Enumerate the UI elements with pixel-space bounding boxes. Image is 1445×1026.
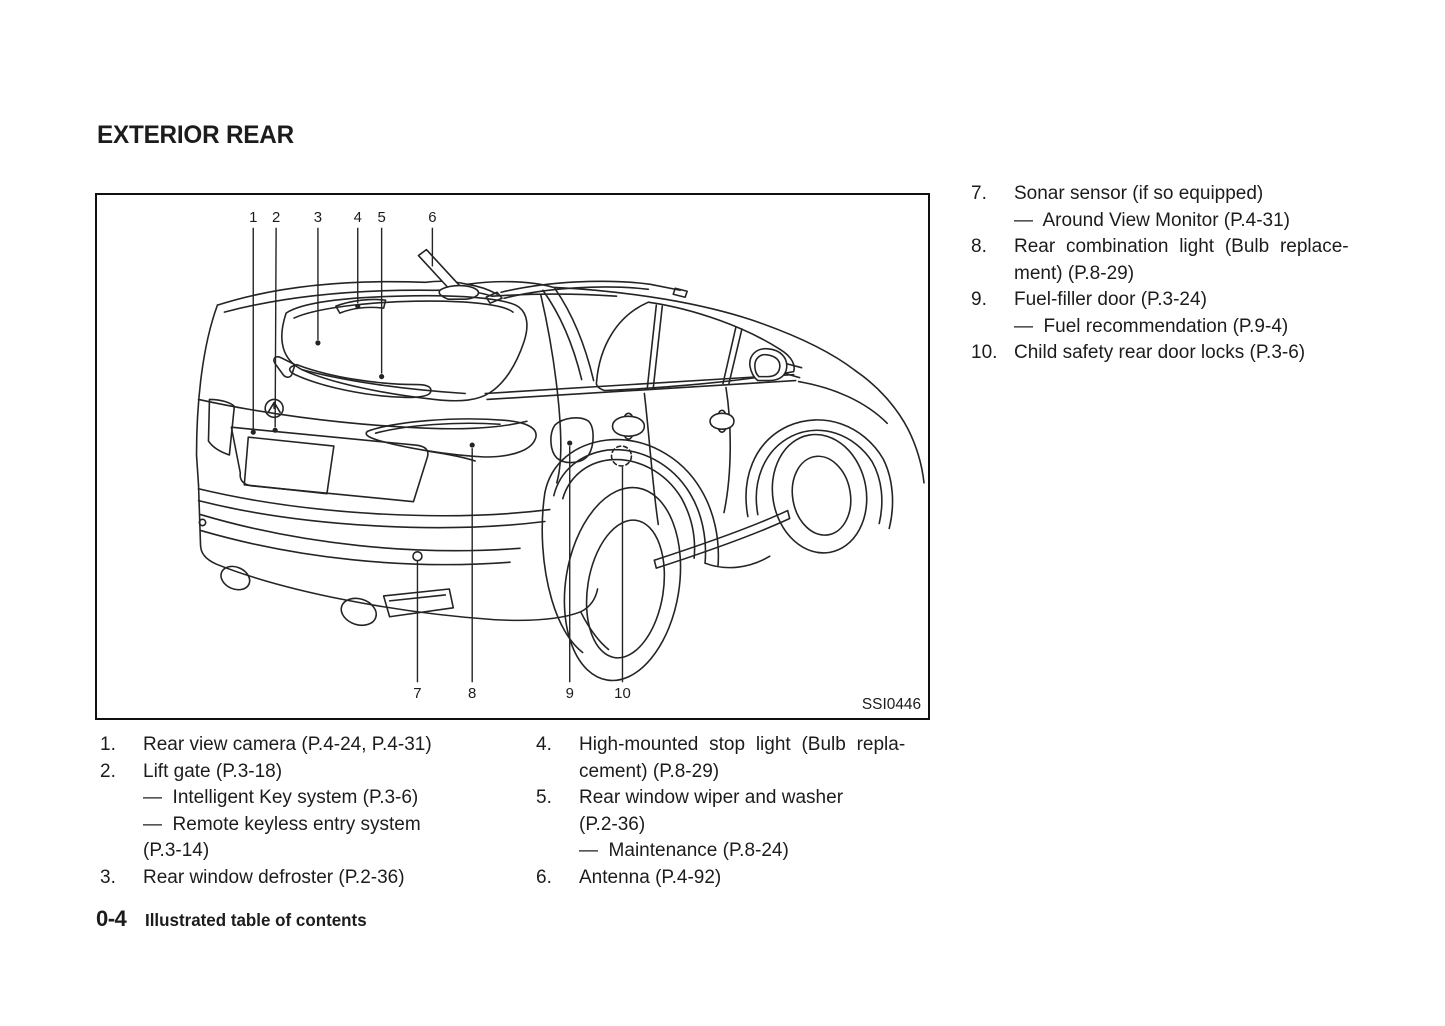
legend-item-number: 10. — [971, 342, 998, 363]
legend-column-left — [100, 732, 472, 891]
legend-item-6 — [536, 865, 940, 892]
legend-column-right — [971, 181, 1383, 367]
callout-label-10: 10 — [614, 686, 631, 703]
legend-item-9 — [971, 287, 1383, 340]
legend-line: High-mounted stop light (Bulb repla- — [579, 734, 906, 755]
car-rear-illustration — [97, 195, 928, 718]
child-lock-marker — [612, 446, 632, 466]
legend-item-4 — [536, 732, 940, 785]
legend-item-number: 6. — [536, 866, 552, 888]
legend-subline: (P.3-14) — [143, 840, 210, 861]
legend-subline: — Intelligent Key system (P.3-6) — [143, 787, 419, 808]
legend-item-5 — [536, 785, 940, 865]
legend-subline: — Fuel recommendation (P.9-4) — [1014, 315, 1289, 337]
legend-item-number: 9. — [971, 289, 987, 310]
legend-item-number: 1. — [100, 734, 116, 755]
legend-line: Fuel-filler door (P.3-24) — [1014, 289, 1207, 310]
legend-subline: — Remote keyless entry system — [143, 813, 421, 835]
legend-item-8 — [971, 234, 1383, 287]
legend-item-2 — [100, 759, 472, 865]
legend-item-number: 3. — [100, 866, 116, 888]
sonar-sensor-mark — [413, 552, 422, 561]
footer-section-title: Illustrated table of contents — [145, 910, 367, 930]
legend-line: Rear window wiper and washer — [579, 787, 844, 808]
legend-item-1 — [100, 732, 472, 759]
footer-page-number: 0-4 — [96, 906, 127, 931]
callout-label-5: 5 — [377, 209, 386, 226]
legend-item-3 — [100, 865, 472, 892]
callout-label-7: 7 — [413, 686, 422, 703]
exterior-rear-diagram — [95, 193, 930, 720]
callout-label-8: 8 — [468, 686, 477, 703]
legend-line: Lift gate (P.3-18) — [143, 760, 283, 782]
page-footer — [96, 906, 374, 932]
legend-item-text — [143, 865, 472, 892]
legend-line: Child safety rear door locks (P.3-6) — [1014, 342, 1306, 363]
image-code: SSI0446 — [861, 696, 922, 714]
page-title: EXTERIOR REAR — [97, 121, 294, 149]
legend-item-number: 7. — [971, 183, 987, 204]
legend-item-10 — [971, 340, 1383, 367]
legend-item-text — [1014, 340, 1383, 367]
callout-label-2: 2 — [271, 209, 281, 226]
legend-line: Rear window defroster (P.2-36) — [143, 866, 405, 888]
legend-item-text — [1014, 234, 1383, 287]
legend-line: Antenna (P.4-92) — [579, 866, 722, 888]
legend-line: Rear view camera (P.4-24, P.4-31) — [143, 734, 432, 755]
legend-item-text — [1014, 181, 1383, 234]
legend-item-number: 2. — [100, 760, 116, 782]
legend-line: Rear combination light (Bulb replace- — [1014, 236, 1349, 257]
legend-subline: — Maintenance (P.8-24) — [579, 840, 789, 861]
legend-item-text — [143, 732, 472, 759]
legend-subline: — Around View Monitor (P.4-31) — [1014, 209, 1290, 231]
legend-column-middle — [536, 732, 940, 891]
legend-item-number: 8. — [971, 236, 987, 257]
legend-line: ment) (P.8-29) — [1014, 262, 1135, 284]
legend-line: Sonar sensor (if so equipped) — [1014, 183, 1264, 204]
callout-label-1: 1 — [249, 209, 258, 226]
legend-item-text — [579, 732, 940, 785]
legend-item-text — [143, 759, 472, 865]
callout-label-3: 3 — [313, 209, 323, 226]
legend-item-7 — [971, 181, 1383, 234]
legend-item-text — [579, 785, 940, 865]
legend-item-number: 4. — [536, 734, 552, 755]
legend-line: cement) (P.8-29) — [579, 760, 720, 782]
car-line-art — [197, 250, 924, 689]
callout-label-9: 9 — [565, 686, 574, 703]
legend-item-number: 5. — [536, 787, 552, 808]
legend-item-text — [579, 865, 940, 892]
legend-item-text — [1014, 287, 1383, 340]
legend-line: (P.2-36) — [579, 813, 646, 835]
callout-label-4: 4 — [353, 209, 362, 226]
callout-label-6: 6 — [428, 209, 437, 226]
